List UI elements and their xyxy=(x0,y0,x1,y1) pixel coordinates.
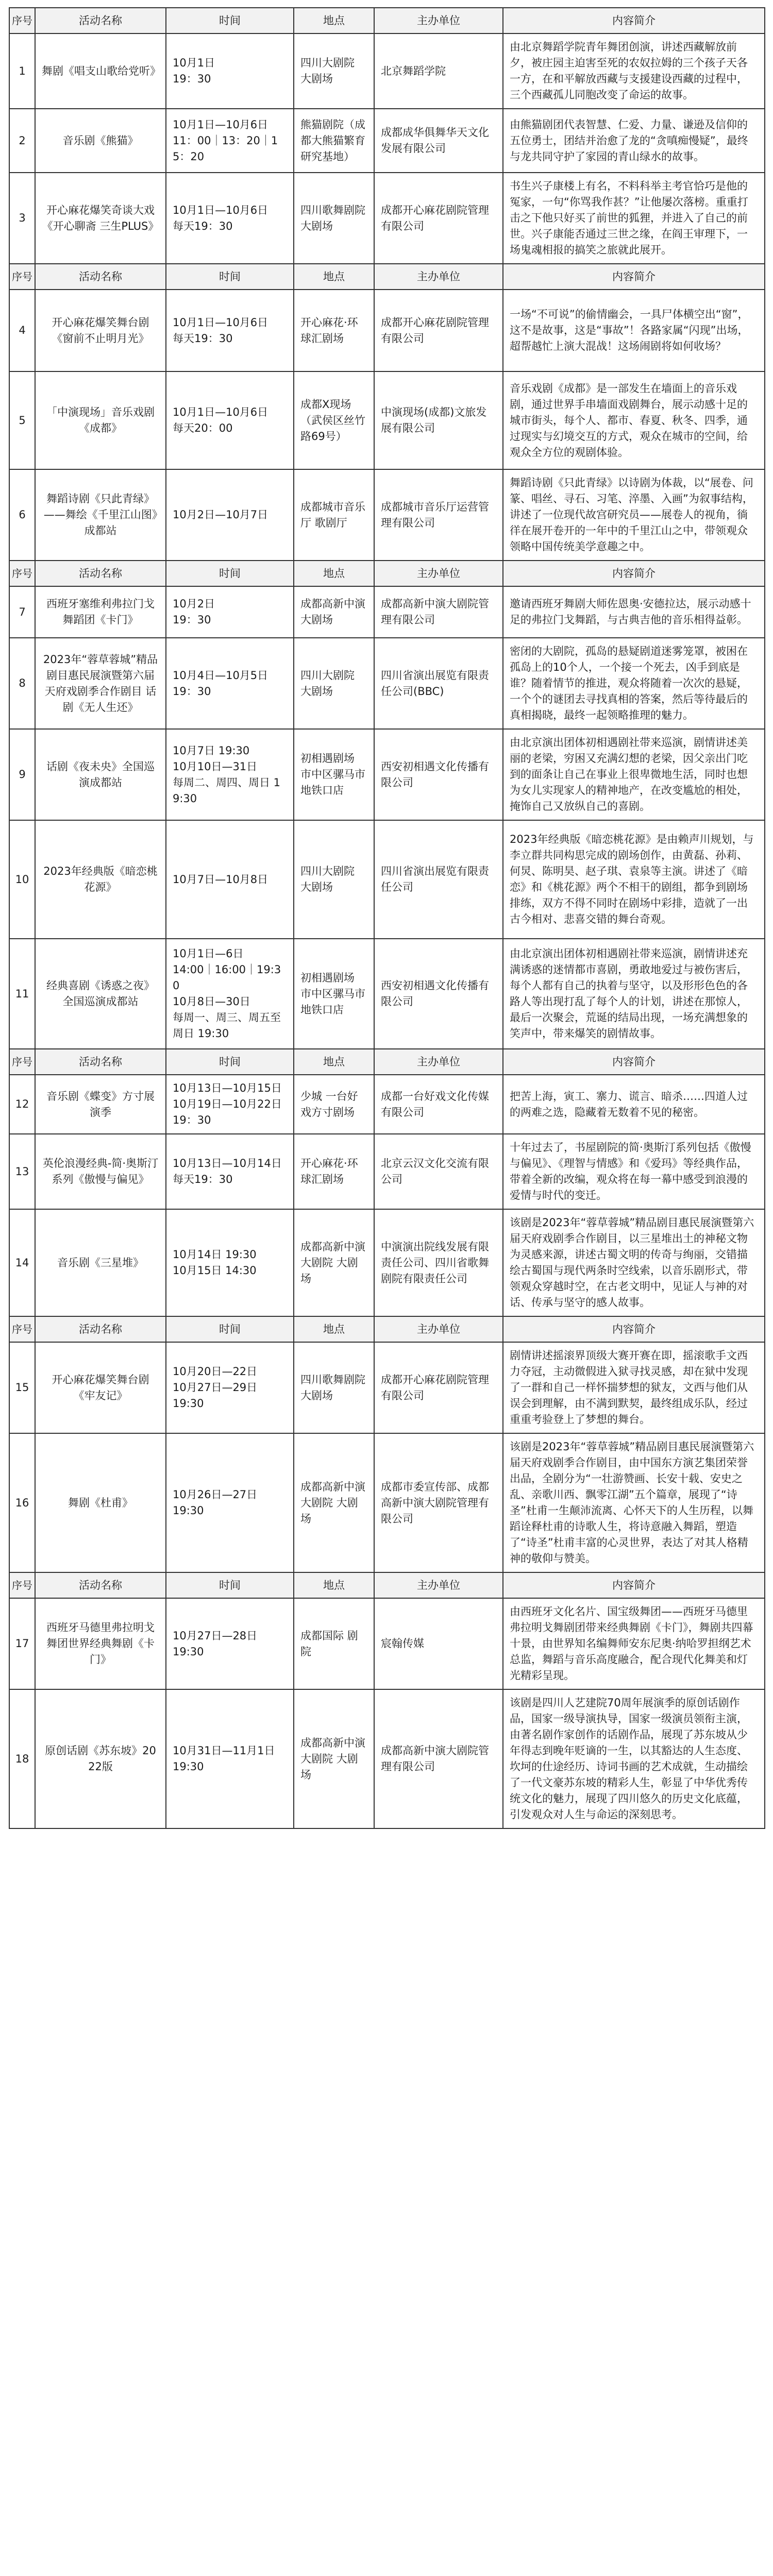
header-row xyxy=(9,1316,765,1342)
event-description: 舞蹈诗剧《只此青绿》以诗剧为体裁，以“展卷、问篆、唱丝、寻石、习笔、淬墨、入画”为叙事结构，讲述了一位现代故宫研究员——展卷人的视角，徜徉在展开卷开的一年中的千里江山之中，带领观众领略中国传统美学意趣之中。 xyxy=(503,469,765,561)
header-name: 活动名称 xyxy=(35,8,166,33)
event-name: 舞蹈诗剧《只此青绿》——舞绘《千里江山图》成都站 xyxy=(35,469,166,561)
event-name: 「中演现场」音乐戏剧《成都》 xyxy=(35,371,166,469)
header-desc: 内容简介 xyxy=(503,8,765,33)
event-name: 开心麻花爆笑奇谈大戏《开心聊斋 三生PLUS》 xyxy=(35,173,166,264)
event-time: 10月7日 19:30 10月10日—31日 每周二、周四、周日 19:30 xyxy=(166,729,294,820)
header-desc: 内容简介 xyxy=(503,1316,765,1342)
event-description: 一场“不可说”的偷情幽会，一具尸体横空出“窗”，这不是故事，这是“事故”！各路家属“闪现”出场，超帮越忙上演大混战！这场闹剧将如何收场？ xyxy=(503,290,765,371)
event-name: 音乐剧《熊猫》 xyxy=(35,109,166,173)
event-time: 10月1日—10月6日 每天19：30 xyxy=(166,173,294,264)
event-time: 10月14日 19:30 10月15日 14:30 xyxy=(166,1209,294,1316)
event-venue: 开心麻花·环球汇剧场 xyxy=(294,1134,374,1209)
event-description: 由熊猫剧团代表智慧、仁爱、力量、谦逊及信仰的五位勇士，团结并治愈了龙的“贪嗔痴慢疑”，最终与龙共同守护了家园的青山绿水的故事。 xyxy=(503,109,765,173)
event-seq: 15 xyxy=(9,1342,35,1433)
event-description: 该剧是四川人艺建院70周年展演季的原创话剧作品，国家一级导演执导，国家一级演员领衔主演，由著名剧作家创作的话剧作品，展现了苏东坡从少年得志到晚年贬谪的一生，以其豁达的人生态度、坎坷的仕途经历、诗词书画的艺术成就，生动描绘了一代文豪苏东坡的精彩人生，彰显了中华优秀传统文化的魅力，展现了四川悠久的历史文化底蕴，引发观众对人生与命运的深刻思考。 xyxy=(503,1689,765,1828)
event-description: 由北京舞蹈学院青年舞团创演，讲述西藏解放前夕，被庄园主迫害至死的农奴拉姆的三个孩子天各一方，在和平解放西藏与支援建设西藏的过程中，三个西藏孤儿同胞改变了命运的故事。 xyxy=(503,33,765,109)
event-venue: 四川大剧院 大剧场 xyxy=(294,33,374,109)
event-name: 经典喜剧《诱惑之夜》全国巡演成都站 xyxy=(35,939,166,1049)
event-time: 10月27日—28日 19:30 xyxy=(166,1598,294,1689)
event-organizer: 成都开心麻花剧院管理有限公司 xyxy=(374,290,503,371)
header-seq: 序号 xyxy=(9,1316,35,1342)
event-organizer: 西安初相遇文化传播有限公司 xyxy=(374,729,503,820)
event-row xyxy=(9,1433,765,1572)
header-seq: 序号 xyxy=(9,8,35,33)
header-time: 时间 xyxy=(166,1572,294,1598)
event-organizer: 四川省演出展览有限责任公司(BBC) xyxy=(374,638,503,729)
event-time: 10月31日—11月1日 19:30 xyxy=(166,1689,294,1828)
header-desc: 内容简介 xyxy=(503,1049,765,1075)
event-time: 10月13日—10月15日 10月19日—10月22日 19：30 xyxy=(166,1075,294,1134)
event-seq: 16 xyxy=(9,1433,35,1572)
event-time: 10月7日—10月8日 xyxy=(166,820,294,939)
event-seq: 4 xyxy=(9,290,35,371)
event-organizer: 西安初相遇文化传播有限公司 xyxy=(374,939,503,1049)
event-time: 10月26日—27日 19:30 xyxy=(166,1433,294,1572)
event-venue: 少城 一台好戏方寸剧场 xyxy=(294,1075,374,1134)
event-venue: 四川歌舞剧院大剧场 xyxy=(294,1342,374,1433)
header-name: 活动名称 xyxy=(35,561,166,586)
header-desc: 内容简介 xyxy=(503,561,765,586)
event-organizer: 宸翰传媒 xyxy=(374,1598,503,1689)
header-venue: 地点 xyxy=(294,561,374,586)
event-seq: 3 xyxy=(9,173,35,264)
event-row xyxy=(9,729,765,820)
event-organizer: 成都城市音乐厅运营管理有限公司 xyxy=(374,469,503,561)
event-row xyxy=(9,469,765,561)
event-row xyxy=(9,1598,765,1689)
event-description: 十年过去了，书屋剧院的简·奥斯汀系列包括《傲慢与偏见》、《理智与情感》和《爱玛》等经典作品，带着全新的改编，观众将在每一幕中感受到浪漫的爱情与时代的变迁。 xyxy=(503,1134,765,1209)
header-organizer: 主办单位 xyxy=(374,1572,503,1598)
event-name: 舞剧《唱支山歌给党听》 xyxy=(35,33,166,109)
header-organizer: 主办单位 xyxy=(374,264,503,290)
header-row xyxy=(9,1572,765,1598)
event-name: 开心麻花爆笑舞台剧《牢友记》 xyxy=(35,1342,166,1433)
event-name: 话剧《夜未央》全国巡演成都站 xyxy=(35,729,166,820)
event-row xyxy=(9,371,765,469)
event-row xyxy=(9,1134,765,1209)
event-row xyxy=(9,33,765,109)
event-venue: 初相遇剧场 市中区骡马市地铁口店 xyxy=(294,939,374,1049)
event-description: 书生兴子康楼上有名，不料科举主考官恰巧是他的冤家，一句“你骂我作甚？”让他屡次落榜。重重打击之下他只好买了前世的狐狸，并进入了自己的前世。兴子康能否通过三世之缘，在阎王审理下，一场鬼魂相报的搞笑之旅就此展开。 xyxy=(503,173,765,264)
event-venue: 熊猫剧院（成都大熊猫繁育研究基地） xyxy=(294,109,374,173)
event-description: 把苦上海，寅工、寨力、谎言、暗杀……四道人过的两难之选，隐藏着无数着不见的秘密。 xyxy=(503,1075,765,1134)
event-venue: 成都高新中演大剧场 xyxy=(294,586,374,638)
event-time: 10月1日—6日 14:00｜16:00｜19:30 10月8日—30日 每周一、周三、周五至周日 19:30 xyxy=(166,939,294,1049)
header-organizer: 主办单位 xyxy=(374,1049,503,1075)
header-name: 活动名称 xyxy=(35,264,166,290)
event-name: 2023年经典版《暗恋桃花源》 xyxy=(35,820,166,939)
event-venue: 成都国际 剧院 xyxy=(294,1598,374,1689)
event-organizer: 成都成华俱舞华天文化发展有限公司 xyxy=(374,109,503,173)
event-venue: 成都高新中演大剧院 大剧场 xyxy=(294,1433,374,1572)
event-row xyxy=(9,939,765,1049)
event-seq: 7 xyxy=(9,586,35,638)
header-seq: 序号 xyxy=(9,1572,35,1598)
event-seq: 12 xyxy=(9,1075,35,1134)
header-time: 时间 xyxy=(166,8,294,33)
event-name: 舞剧《杜甫》 xyxy=(35,1433,166,1572)
event-row xyxy=(9,1342,765,1433)
event-name: 2023年“蓉草蓉城”精品剧目惠民展演暨第六届天府戏剧季合作剧目 话剧《无人生还》 xyxy=(35,638,166,729)
event-seq: 10 xyxy=(9,820,35,939)
header-organizer: 主办单位 xyxy=(374,1316,503,1342)
event-seq: 2 xyxy=(9,109,35,173)
header-venue: 地点 xyxy=(294,1572,374,1598)
header-seq: 序号 xyxy=(9,561,35,586)
event-name: 音乐剧《三星堆》 xyxy=(35,1209,166,1316)
event-name: 原创话剧《苏东坡》2022版 xyxy=(35,1689,166,1828)
event-organizer: 成都开心麻花剧院管理有限公司 xyxy=(374,1342,503,1433)
header-organizer: 主办单位 xyxy=(374,8,503,33)
event-row xyxy=(9,1209,765,1316)
event-time: 10月4日—10月5日 19：30 xyxy=(166,638,294,729)
header-name: 活动名称 xyxy=(35,1572,166,1598)
event-time: 10月1日 19：30 xyxy=(166,33,294,109)
event-time: 10月13日—10月14日 每天19：30 xyxy=(166,1134,294,1209)
header-time: 时间 xyxy=(166,561,294,586)
event-seq: 18 xyxy=(9,1689,35,1828)
event-seq: 8 xyxy=(9,638,35,729)
header-time: 时间 xyxy=(166,1316,294,1342)
event-organizer: 成都一台好戏文化传媒有限公司 xyxy=(374,1075,503,1134)
event-seq: 14 xyxy=(9,1209,35,1316)
header-row xyxy=(9,1049,765,1075)
event-time: 10月1日—10月6日 每天20：00 xyxy=(166,371,294,469)
event-time: 10月1日—10月6日 11：00｜13：20｜15：20 xyxy=(166,109,294,173)
event-seq: 5 xyxy=(9,371,35,469)
event-organizer: 中演现场(成都)文旅发展有限公司 xyxy=(374,371,503,469)
event-time: 10月2日 19：30 xyxy=(166,586,294,638)
event-venue: 四川大剧院 大剧场 xyxy=(294,638,374,729)
event-name: 西班牙马德里弗拉明戈舞团世界经典舞剧《卡门》 xyxy=(35,1598,166,1689)
event-description: 音乐戏剧《成都》是一部发生在墙面上的音乐戏剧，通过世界手串墙面戏剧舞台，展示动感十足的城市街头，每个人、都市、春夏、秋冬、四季，通过现实与幻境交互的方式，观众在城市的空间，给观众全方位的观剧体验。 xyxy=(503,371,765,469)
event-row xyxy=(9,1075,765,1134)
event-row xyxy=(9,638,765,729)
event-venue: 初相遇剧场 市中区骡马市地铁口店 xyxy=(294,729,374,820)
event-organizer: 成都市委宣传部、成都高新中演大剧院管理有限公司 xyxy=(374,1433,503,1572)
header-desc: 内容简介 xyxy=(503,264,765,290)
event-name: 音乐剧《蝶变》方寸展演季 xyxy=(35,1075,166,1134)
event-venue: 成都X现场（武侯区丝竹路69号） xyxy=(294,371,374,469)
event-seq: 1 xyxy=(9,33,35,109)
event-description: 密闭的大剧院，孤岛的悬疑剧道迷雾笼罩，被困在孤岛上的10个人，一个接一个死去，凶手到底是谁？随着情节的推进，观众将随着一次次的悬疑，一个个的谜团去寻找真相的答案，然后等待最后的真相揭晓，最终一起领略推理的魅力。 xyxy=(503,638,765,729)
header-row xyxy=(9,561,765,586)
event-description: 该剧是2023年“蓉草蓉城”精品剧目惠民展演暨第六届天府戏剧季合作剧目，以三星堆出土的神秘文物为灵感来源，讲述古蜀文明的传奇与绚丽，交错描绘古蜀国与现代两条时空线索，以音乐剧形式，带领观众穿越时空，在古老文明中，见证人与神的对话、传承与坚守的感人故事。 xyxy=(503,1209,765,1316)
event-description: 剧情讲述摇滚界顶级大赛开赛在即，摇滚歌手文西力夺冠，主动微假进入狱寻找灵感，却在狱中发现了一群和自己一样怀揣梦想的狱友，文西与他们从误会到理解，由不满到默契，最终组成乐队，经过重重考验登上了梦想的舞台。 xyxy=(503,1342,765,1433)
header-venue: 地点 xyxy=(294,264,374,290)
event-venue: 四川大剧院 大剧场 xyxy=(294,820,374,939)
event-organizer: 北京云汉文化交流有限公司 xyxy=(374,1134,503,1209)
event-venue: 开心麻花·环球汇剧场 xyxy=(294,290,374,371)
event-description: 由北京演出团体初相遇剧社带来巡演，剧情讲述充满诱惑的迷情都市喜剧，勇敢地爱过与被伤害后，每个人都有自己的执着与坚守，以及形形色色的各路人等出现打乱了每个人的计划，讲述在那惊人，最后一次聚会，荒诞的结局出现，一场充满想象的笑声中，带来爆笑的剧情故事。 xyxy=(503,939,765,1049)
event-organizer: 四川省演出展览有限责任公司 xyxy=(374,820,503,939)
header-name: 活动名称 xyxy=(35,1316,166,1342)
events-table-body xyxy=(9,8,765,1828)
event-name: 开心麻花爆笑舞台剧《窗前不止明月光》 xyxy=(35,290,166,371)
event-row xyxy=(9,586,765,638)
event-time: 10月20日—22日 10月27日—29日 19:30 xyxy=(166,1342,294,1433)
event-row xyxy=(9,1689,765,1828)
header-venue: 地点 xyxy=(294,8,374,33)
event-organizer: 成都开心麻花剧院管理有限公司 xyxy=(374,173,503,264)
header-time: 时间 xyxy=(166,1049,294,1075)
event-seq: 6 xyxy=(9,469,35,561)
event-venue: 四川歌舞剧院大剧场 xyxy=(294,173,374,264)
event-description: 由北京演出团体初相遇剧社带来巡演，剧情讲述美丽的老梁，穷困又充满幻想的老梁，因父亲出门吃到的面条让自己在事业上很卑微地生活，同时也想为女儿实现家人的精神地产，在改变尴尬的相处，掩饰自己又放纵自己的喜剧。 xyxy=(503,729,765,820)
event-organizer: 中演演出院线发展有限责任公司、四川省歌舞剧院有限责任公司 xyxy=(374,1209,503,1316)
event-row xyxy=(9,109,765,173)
event-row xyxy=(9,290,765,371)
header-time: 时间 xyxy=(166,264,294,290)
event-row xyxy=(9,820,765,939)
event-seq: 17 xyxy=(9,1598,35,1689)
event-name: 英伦浪漫经典-简·奥斯汀系列《傲慢与偏见》 xyxy=(35,1134,166,1209)
header-seq: 序号 xyxy=(9,264,35,290)
event-venue: 成都高新中演大剧院 大剧场 xyxy=(294,1689,374,1828)
event-description: 该剧是2023年“蓉草蓉城”精品剧目惠民展演暨第六届天府戏剧季合作剧目，由中国东方演艺集团荣誉出品，全剧分为“一壮游赞画、长安十载、安史之乱、亲歌川西、飘零江湖”五个篇章，展现了“诗圣”杜甫一生颠沛流离、心怀天下的人生历程，以舞蹈诠释杜甫的诗歌人生，将诗意融入舞蹈，塑造了“诗圣”杜甫丰富的心灵世界，表达了对其人格精神的敬仰与赞美。 xyxy=(503,1433,765,1572)
event-venue: 成都城市音乐厅 歌剧厅 xyxy=(294,469,374,561)
header-venue: 地点 xyxy=(294,1316,374,1342)
event-venue: 成都高新中演大剧院 大剧场 xyxy=(294,1209,374,1316)
event-seq: 11 xyxy=(9,939,35,1049)
header-venue: 地点 xyxy=(294,1049,374,1075)
header-organizer: 主办单位 xyxy=(374,561,503,586)
event-organizer: 北京舞蹈学院 xyxy=(374,33,503,109)
event-description: 由西班牙文化名片、国宝级舞团——西班牙马德里弗拉明戈舞剧团带来经典舞剧《卡门》，舞剧共四幕十景，由世界知名编舞师安东尼奥·纳哈罗担纲艺术总监，舞蹈与音乐高度融合，配合现代化舞美和灯光精彩呈现。 xyxy=(503,1598,765,1689)
event-row xyxy=(9,173,765,264)
event-organizer: 成都高新中演大剧院管理有限公司 xyxy=(374,1689,503,1828)
events-table xyxy=(9,7,765,1829)
header-desc: 内容简介 xyxy=(503,1572,765,1598)
event-seq: 13 xyxy=(9,1134,35,1209)
event-organizer: 成都高新中演大剧院管理有限公司 xyxy=(374,586,503,638)
header-name: 活动名称 xyxy=(35,1049,166,1075)
event-time: 10月2日—10月7日 xyxy=(166,469,294,561)
event-name: 西班牙塞维利弗拉门戈舞蹈团《卡门》 xyxy=(35,586,166,638)
header-seq: 序号 xyxy=(9,1049,35,1075)
event-description: 2023年经典版《暗恋桃花源》是由赖声川规划，与李立群共同构思完成的剧场创作，由黄磊、孙莉、何炅、陈明昊、赵子琪、袁泉等主演。讲述了《暗恋》和《桃花源》两个不相干的剧组，都争到剧场排练，双方不得不同时在剧场中彩排，造就了一出古今相对、悲喜交错的舞台奇观。 xyxy=(503,820,765,939)
event-description: 邀请西班牙舞剧大师佐恩奥·安德拉达，展示动感十足的弗拉门戈舞蹈，与古典吉他的音乐相得益彰。 xyxy=(503,586,765,638)
header-row xyxy=(9,264,765,290)
event-seq: 9 xyxy=(9,729,35,820)
event-time: 10月1日—10月6日 每天19：30 xyxy=(166,290,294,371)
header-row xyxy=(9,8,765,33)
